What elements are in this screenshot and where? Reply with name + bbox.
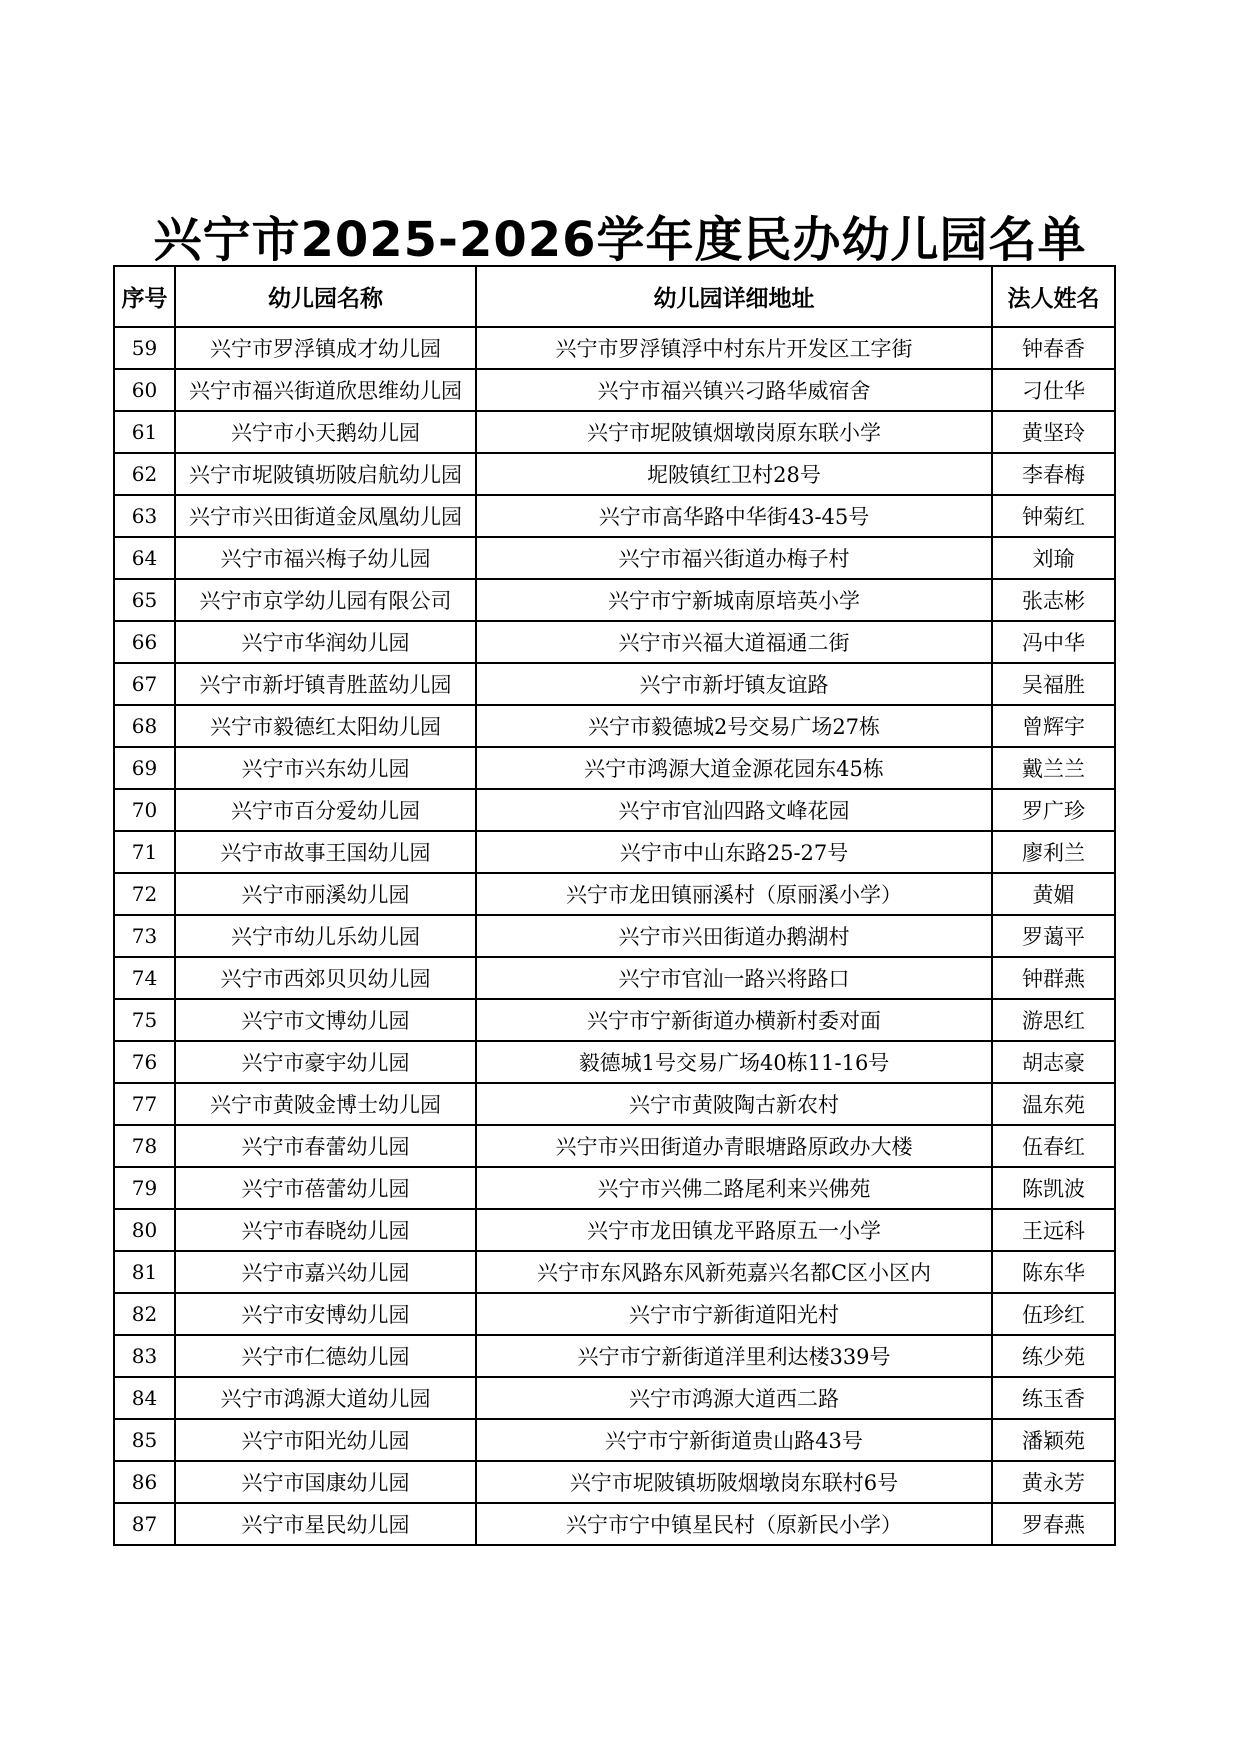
serial-number-cell: 82 (114, 1293, 175, 1335)
legal-representative-cell: 钟菊红 (992, 495, 1115, 537)
legal-representative-cell: 王远科 (992, 1209, 1115, 1251)
table-row (114, 747, 1115, 789)
kindergarten-name-cell: 兴宁市兴田街道金凤凰幼儿园 (175, 495, 476, 537)
serial-number-cell: 87 (114, 1503, 175, 1545)
legal-representative-cell: 温东苑 (992, 1083, 1115, 1125)
address-cell: 兴宁市鸿源大道西二路 (476, 1377, 992, 1419)
address-cell: 兴宁市毅德城2号交易广场27栋 (476, 705, 992, 747)
table-row (114, 915, 1115, 957)
legal-representative-cell: 戴兰兰 (992, 747, 1115, 789)
address-cell: 兴宁市坭陂镇烟墩岗原东联小学 (476, 411, 992, 453)
table-row (114, 1041, 1115, 1083)
kindergarten-name-cell: 兴宁市百分爱幼儿园 (175, 789, 476, 831)
serial-number-cell: 85 (114, 1419, 175, 1461)
address-cell: 兴宁市新圩镇友谊路 (476, 663, 992, 705)
legal-representative-cell: 李春梅 (992, 453, 1115, 495)
serial-number-cell: 67 (114, 663, 175, 705)
legal-representative-cell: 伍春红 (992, 1125, 1115, 1167)
kindergarten-name-cell: 兴宁市华润幼儿园 (175, 621, 476, 663)
address-cell: 兴宁市龙田镇丽溪村（原丽溪小学） (476, 873, 992, 915)
table-row (114, 663, 1115, 705)
address-cell: 兴宁市宁新街道贵山路43号 (476, 1419, 992, 1461)
address-cell: 兴宁市官汕一路兴将路口 (476, 957, 992, 999)
header-kindergarten-name: 幼儿园名称 (175, 266, 476, 327)
serial-number-cell: 81 (114, 1251, 175, 1293)
legal-representative-cell: 张志彬 (992, 579, 1115, 621)
table-row (114, 495, 1115, 537)
serial-number-cell: 65 (114, 579, 175, 621)
page-title: 兴宁市2025-2026学年度民办幼儿园名单 (153, 212, 1087, 269)
legal-representative-cell: 陈凯波 (992, 1167, 1115, 1209)
header-legal-representative: 法人姓名 (992, 266, 1115, 327)
address-cell: 兴宁市中山东路25-27号 (476, 831, 992, 873)
kindergarten-name-cell: 兴宁市幼儿乐幼儿园 (175, 915, 476, 957)
serial-number-cell: 74 (114, 957, 175, 999)
table-row (114, 789, 1115, 831)
address-cell: 兴宁市官汕四路文峰花园 (476, 789, 992, 831)
serial-number-cell: 63 (114, 495, 175, 537)
kindergarten-name-cell: 兴宁市毅德红太阳幼儿园 (175, 705, 476, 747)
table-row (114, 831, 1115, 873)
legal-representative-cell: 罗广珍 (992, 789, 1115, 831)
legal-representative-cell: 伍珍红 (992, 1293, 1115, 1335)
serial-number-cell: 68 (114, 705, 175, 747)
serial-number-cell: 59 (114, 327, 175, 369)
table-row (114, 999, 1115, 1041)
kindergarten-name-cell: 兴宁市新圩镇青胜蓝幼儿园 (175, 663, 476, 705)
serial-number-cell: 76 (114, 1041, 175, 1083)
address-cell: 兴宁市坭陂镇坜陂烟墩岗东联村6号 (476, 1461, 992, 1503)
legal-representative-cell: 黄永芳 (992, 1461, 1115, 1503)
serial-number-cell: 86 (114, 1461, 175, 1503)
kindergarten-name-cell: 兴宁市春蕾幼儿园 (175, 1125, 476, 1167)
kindergarten-name-cell: 兴宁市文博幼儿园 (175, 999, 476, 1041)
kindergarten-name-cell: 兴宁市兴东幼儿园 (175, 747, 476, 789)
table-row (114, 1083, 1115, 1125)
serial-number-cell: 75 (114, 999, 175, 1041)
legal-representative-cell: 罗蔼平 (992, 915, 1115, 957)
table-row (114, 1377, 1115, 1419)
table-header (114, 266, 1115, 327)
table-body (114, 327, 1115, 1545)
table-row (114, 327, 1115, 369)
serial-number-cell: 83 (114, 1335, 175, 1377)
kindergarten-table (113, 265, 1116, 1546)
serial-number-cell: 61 (114, 411, 175, 453)
table-row (114, 1503, 1115, 1545)
serial-number-cell: 71 (114, 831, 175, 873)
kindergarten-name-cell: 兴宁市国康幼儿园 (175, 1461, 476, 1503)
address-cell: 兴宁市罗浮镇浮中村东片开发区工字街 (476, 327, 992, 369)
address-cell: 兴宁市黄陂陶古新农村 (476, 1083, 992, 1125)
kindergarten-name-cell: 兴宁市仁德幼儿园 (175, 1335, 476, 1377)
address-cell: 兴宁市宁新街道洋里利达楼339号 (476, 1335, 992, 1377)
address-cell: 兴宁市福兴街道办梅子村 (476, 537, 992, 579)
legal-representative-cell: 钟群燕 (992, 957, 1115, 999)
table-row (114, 453, 1115, 495)
kindergarten-name-cell: 兴宁市星民幼儿园 (175, 1503, 476, 1545)
kindergarten-name-cell: 兴宁市安博幼儿园 (175, 1293, 476, 1335)
legal-representative-cell: 罗春燕 (992, 1503, 1115, 1545)
legal-representative-cell: 练玉香 (992, 1377, 1115, 1419)
address-cell: 兴宁市鸿源大道金源花园东45栋 (476, 747, 992, 789)
kindergarten-name-cell: 兴宁市鸿源大道幼儿园 (175, 1377, 476, 1419)
kindergarten-name-cell: 兴宁市故事王国幼儿园 (175, 831, 476, 873)
kindergarten-name-cell: 兴宁市豪宇幼儿园 (175, 1041, 476, 1083)
table-row (114, 411, 1115, 453)
address-cell: 兴宁市龙田镇龙平路原五一小学 (476, 1209, 992, 1251)
legal-representative-cell: 廖利兰 (992, 831, 1115, 873)
serial-number-cell: 69 (114, 747, 175, 789)
kindergarten-name-cell: 兴宁市福兴梅子幼儿园 (175, 537, 476, 579)
legal-representative-cell: 钟春香 (992, 327, 1115, 369)
kindergarten-name-cell: 兴宁市丽溪幼儿园 (175, 873, 476, 915)
address-cell: 兴宁市兴福大道福通二街 (476, 621, 992, 663)
table-row (114, 705, 1115, 747)
address-cell: 坭陂镇红卫村28号 (476, 453, 992, 495)
serial-number-cell: 72 (114, 873, 175, 915)
table-row (114, 537, 1115, 579)
legal-representative-cell: 刁仕华 (992, 369, 1115, 411)
serial-number-cell: 70 (114, 789, 175, 831)
serial-number-cell: 64 (114, 537, 175, 579)
legal-representative-cell: 游思红 (992, 999, 1115, 1041)
table-row (114, 873, 1115, 915)
kindergarten-name-cell: 兴宁市坭陂镇坜陂启航幼儿园 (175, 453, 476, 495)
table-row (114, 1125, 1115, 1167)
address-cell: 兴宁市兴田街道办青眼塘路原政办大楼 (476, 1125, 992, 1167)
serial-number-cell: 66 (114, 621, 175, 663)
kindergarten-name-cell: 兴宁市嘉兴幼儿园 (175, 1251, 476, 1293)
address-cell: 兴宁市东风路东风新苑嘉兴名都C区小区内 (476, 1251, 992, 1293)
serial-number-cell: 78 (114, 1125, 175, 1167)
address-cell: 毅德城1号交易广场40栋11-16号 (476, 1041, 992, 1083)
serial-number-cell: 84 (114, 1377, 175, 1419)
legal-representative-cell: 练少苑 (992, 1335, 1115, 1377)
legal-representative-cell: 潘颖苑 (992, 1419, 1115, 1461)
kindergarten-name-cell: 兴宁市西郊贝贝幼儿园 (175, 957, 476, 999)
kindergarten-name-cell: 兴宁市春晓幼儿园 (175, 1209, 476, 1251)
address-cell: 兴宁市宁新城南原培英小学 (476, 579, 992, 621)
legal-representative-cell: 曾辉宇 (992, 705, 1115, 747)
serial-number-cell: 60 (114, 369, 175, 411)
legal-representative-cell: 黄坚玲 (992, 411, 1115, 453)
legal-representative-cell: 黄媚 (992, 873, 1115, 915)
table-row (114, 369, 1115, 411)
address-cell: 兴宁市宁中镇星民村（原新民小学） (476, 1503, 992, 1545)
table-row (114, 1419, 1115, 1461)
address-cell: 兴宁市福兴镇兴刁路华威宿舍 (476, 369, 992, 411)
kindergarten-name-cell: 兴宁市京学幼儿园有限公司 (175, 579, 476, 621)
legal-representative-cell: 陈东华 (992, 1251, 1115, 1293)
legal-representative-cell: 胡志豪 (992, 1041, 1115, 1083)
legal-representative-cell: 刘瑜 (992, 537, 1115, 579)
table-row (114, 579, 1115, 621)
kindergarten-name-cell: 兴宁市小天鹅幼儿园 (175, 411, 476, 453)
table-row (114, 1293, 1115, 1335)
address-cell: 兴宁市兴田街道办鹅湖村 (476, 915, 992, 957)
address-cell: 兴宁市宁新街道办横新村委对面 (476, 999, 992, 1041)
table-row (114, 957, 1115, 999)
serial-number-cell: 80 (114, 1209, 175, 1251)
table-row (114, 1167, 1115, 1209)
table-row (114, 621, 1115, 663)
address-cell: 兴宁市高华路中华街43-45号 (476, 495, 992, 537)
header-serial-number: 序号 (114, 266, 175, 327)
legal-representative-cell: 吴福胜 (992, 663, 1115, 705)
legal-representative-cell: 冯中华 (992, 621, 1115, 663)
address-cell: 兴宁市兴佛二路尾利来兴佛苑 (476, 1167, 992, 1209)
kindergarten-name-cell: 兴宁市罗浮镇成才幼儿园 (175, 327, 476, 369)
kindergarten-name-cell: 兴宁市蓓蕾幼儿园 (175, 1167, 476, 1209)
table-row (114, 1335, 1115, 1377)
kindergarten-name-cell: 兴宁市福兴街道欣思维幼儿园 (175, 369, 476, 411)
table-row (114, 1461, 1115, 1503)
serial-number-cell: 73 (114, 915, 175, 957)
address-cell: 兴宁市宁新街道阳光村 (476, 1293, 992, 1335)
table-row (114, 1209, 1115, 1251)
serial-number-cell: 79 (114, 1167, 175, 1209)
header-kindergarten-address: 幼儿园详细地址 (476, 266, 992, 327)
serial-number-cell: 77 (114, 1083, 175, 1125)
kindergarten-name-cell: 兴宁市黄陂金博士幼儿园 (175, 1083, 476, 1125)
serial-number-cell: 62 (114, 453, 175, 495)
table-row (114, 1251, 1115, 1293)
header-row (114, 266, 1115, 327)
kindergarten-name-cell: 兴宁市阳光幼儿园 (175, 1419, 476, 1461)
